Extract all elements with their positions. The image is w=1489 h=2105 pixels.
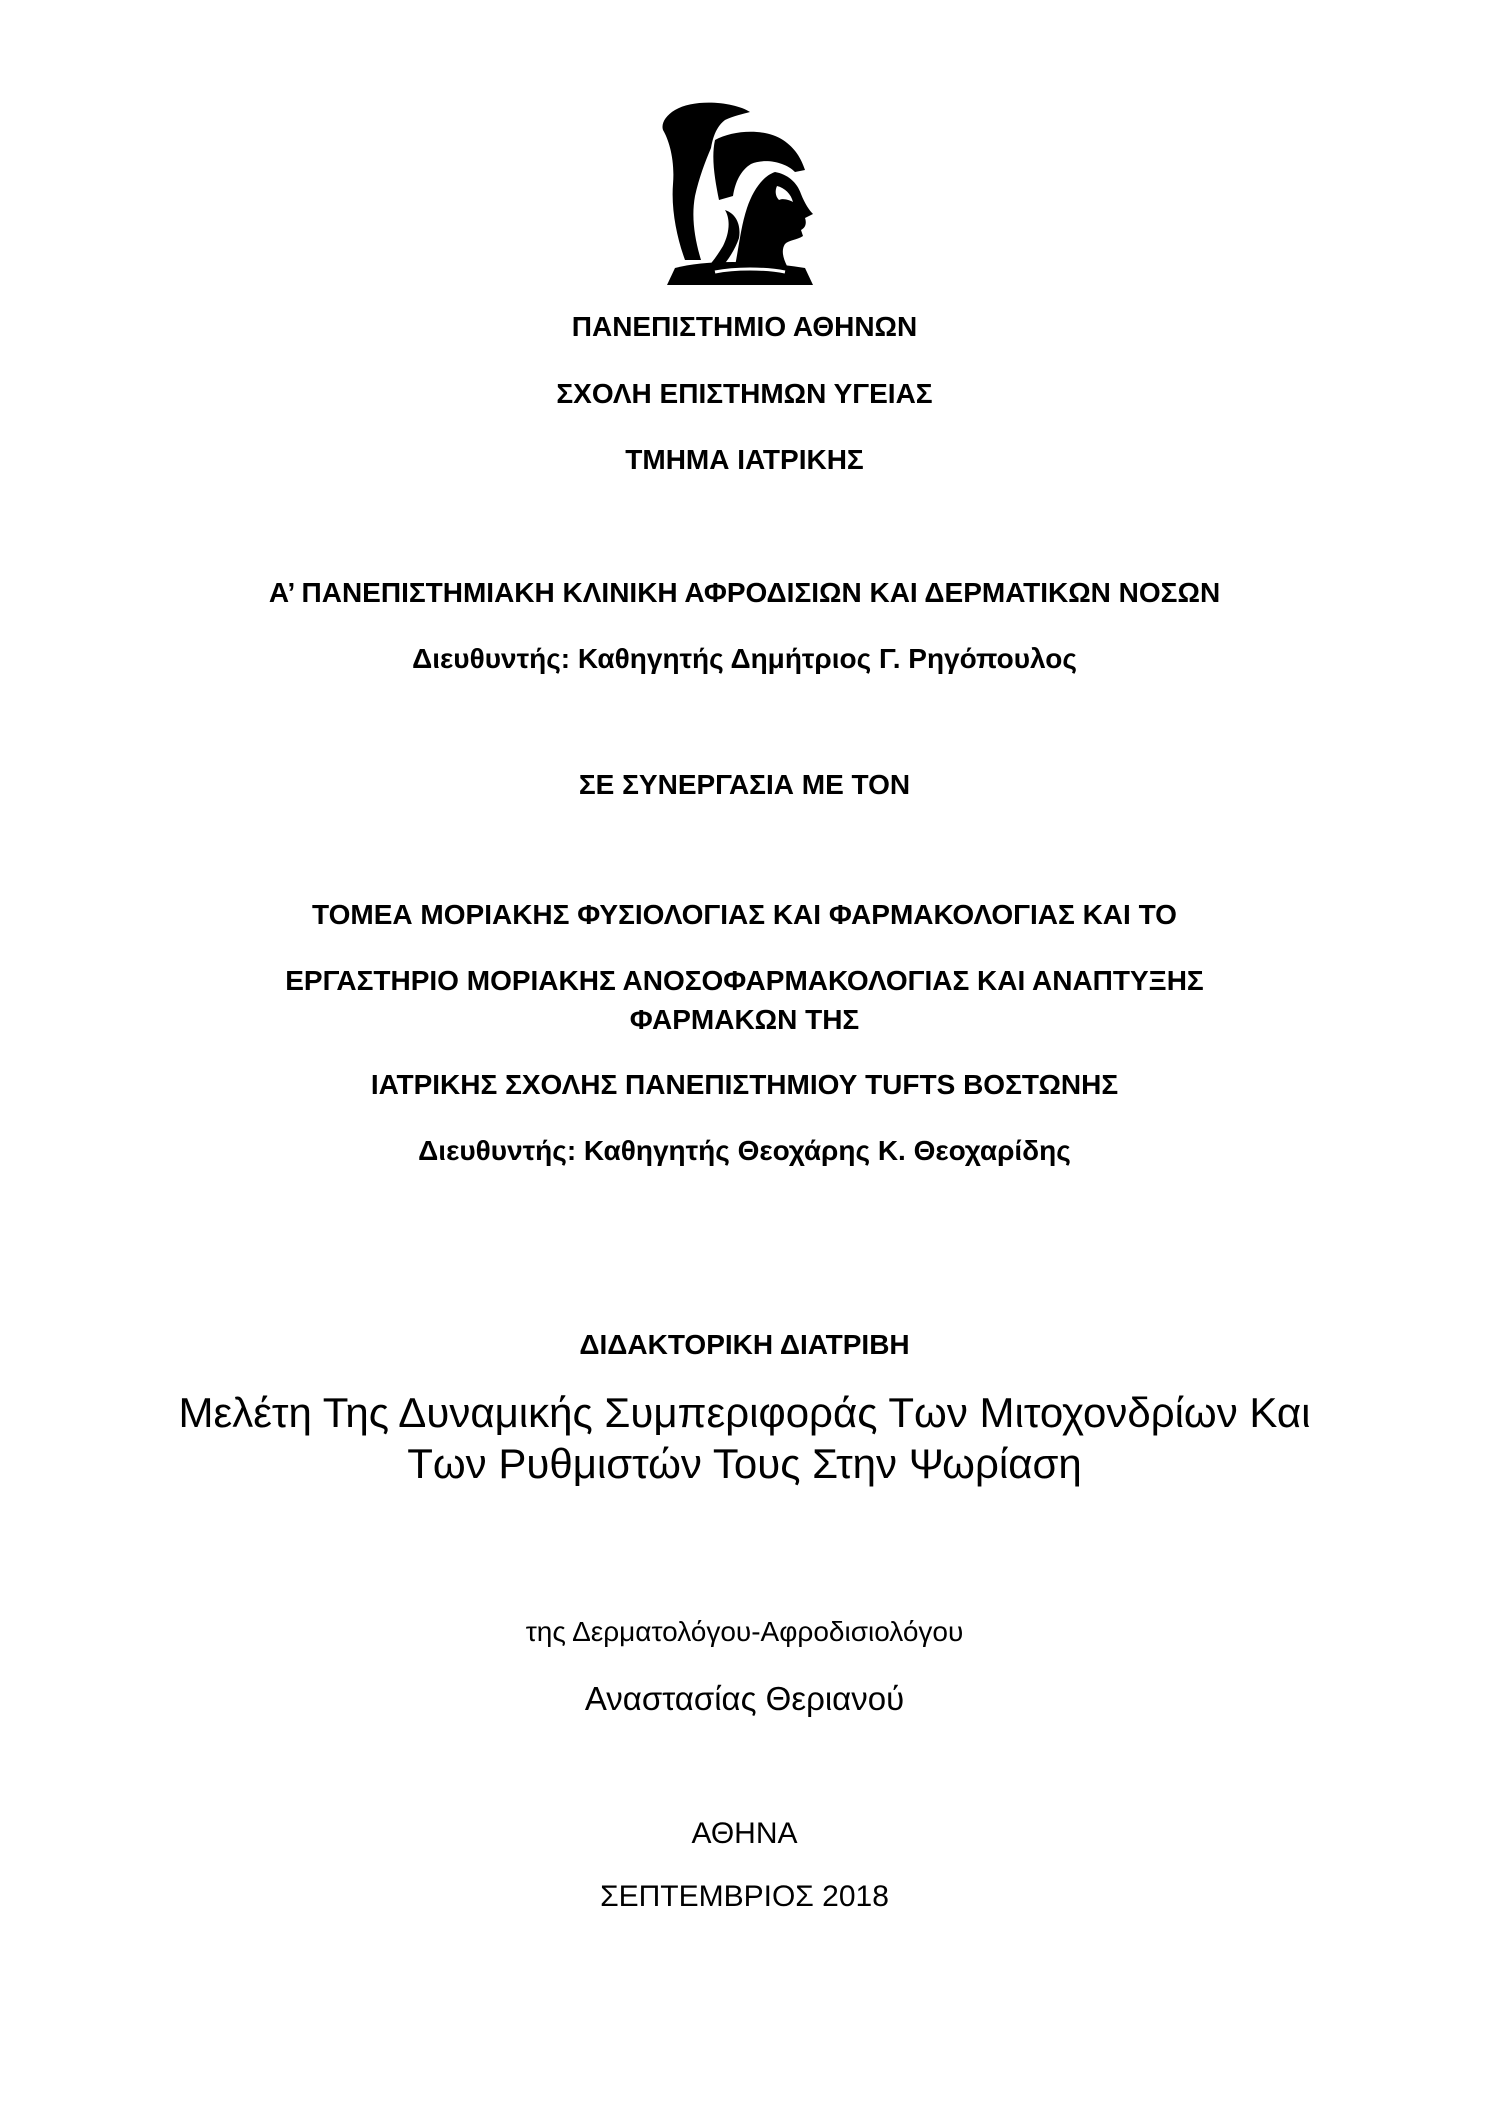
partner-director: Διευθυντής: Καθηγητής Θεοχάρης Κ. Θεοχαρίδης <box>418 1135 1071 1166</box>
face <box>735 172 813 266</box>
school-name: ΣΧΟΛΗ ΕΠΙΣΤΗΜΩΝ ΥΓΕΙΑΣ <box>556 378 933 409</box>
city: ΑΘΗΝΑ <box>691 1817 798 1850</box>
hair <box>705 210 739 270</box>
thesis-type: ΔΙΔΑΚΤΟΡΙΚΗ ΔΙΑΤΡΙΒΗ <box>579 1329 910 1360</box>
clinic-name: Α’ ΠΑΝΕΠΙΣΤΗΜΙΑΚΗ ΚΛΙΝΙΚΗ ΑΦΡΟΔΙΣΙΩΝ ΚΑΙ ΔΕΡΜΑΤΙΚΩΝ ΝΟΣΩΝ <box>268 577 1221 608</box>
collaboration-label: ΣΕ ΣΥΝΕΡΓΑΣΙΑ ΜΕ ΤΟΝ <box>578 769 911 800</box>
author-name: Αναστασίας Θεριανού <box>584 1680 905 1717</box>
partner-line-2: ΕΡΓΑΣΤΗΡΙΟ ΜΟΡΙΑΚΗΣ ΑΝΟΣΟΦΑΡΜΑΚΟΛΟΓΙΑΣ ΚΑΙ ΑΝΑΠΤΥΞΗΣ <box>285 965 1204 996</box>
partner-line-4: ΙΑΤΡΙΚΗΣ ΣΧΟΛΗΣ ΠΑΝΕΠΙΣΤΗΜΙΟΥ TUFTS ΒΟΣΤΩΝΗΣ <box>370 1069 1119 1100</box>
thesis-title-line-2: Των Ρυθμιστών Τους Στην Ψωρίαση <box>407 1440 1082 1487</box>
author-lead: της Δερματολόγου-Αφροδισιολόγου <box>525 1616 964 1647</box>
department-name: ΤΜΗΜΑ ΙΑΤΡΙΚΗΣ <box>625 444 864 475</box>
partner-line-3: ΦΑΡΜΑΚΩΝ ΤΗΣ <box>629 1004 860 1035</box>
university-name: ΠΑΝΕΠΙΣΤΗΜΙΟ ΑΘΗΝΩΝ <box>571 311 918 342</box>
university-logo <box>655 100 825 285</box>
clinic-director: Διευθυντής: Καθηγητής Δημήτριος Γ. Ρηγόπουλος <box>412 643 1077 674</box>
thesis-title-line-1: Μελέτη Της Δυναμικής Συμπεριφοράς Των Μιτοχονδρίων Και <box>178 1389 1311 1436</box>
partner-line-1: ΤΟΜΕΑ ΜΟΡΙΑΚΗΣ ΦΥΣΙΟΛΟΓΙΑΣ ΚΑΙ ΦΑΡΜΑΚΟΛΟΓΙΑΣ ΚΑΙ ΤΟ <box>312 899 1177 930</box>
date: ΣΕΠΤΕΜΒΡΙΟΣ 2018 <box>600 1880 889 1913</box>
shoulders <box>667 262 813 285</box>
